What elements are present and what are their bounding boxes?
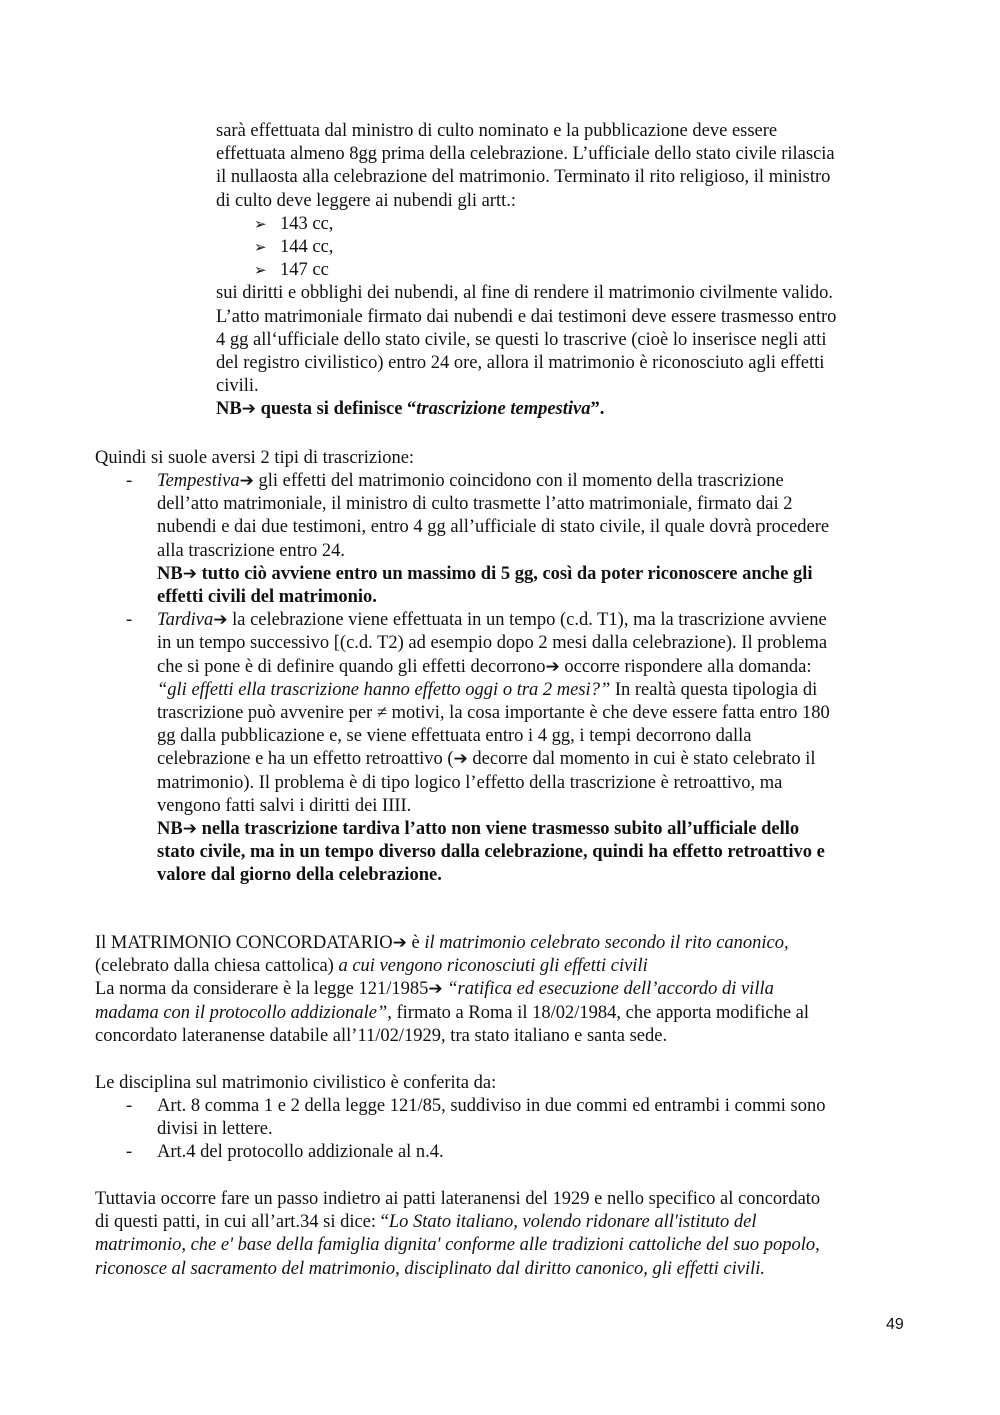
text-line: divisi in lettere. bbox=[157, 1119, 273, 1140]
text-line: civili. bbox=[216, 376, 259, 397]
intro-types bbox=[95, 447, 414, 470]
term-tardiva: Tardiva bbox=[157, 610, 214, 631]
term-tempestiva: Tempestiva bbox=[157, 471, 240, 491]
arrow-right-icon: ➔ bbox=[182, 819, 197, 840]
text-line: matrimonio). Il problema è di tipo logico l’effetto della trascrizione è retroattivo, ma bbox=[157, 772, 783, 793]
article-item: ➢ 147 cc bbox=[216, 259, 836, 282]
nb-note-line: effetti civili del matrimonio. bbox=[157, 587, 377, 608]
text-line: del registro civilistico) entro 24 ore, allora il matrimonio è riconosciuto agli effetti bbox=[216, 353, 825, 374]
types-list bbox=[126, 470, 830, 888]
arrow-right-icon: ➔ bbox=[182, 563, 197, 584]
text-line: il nullaosta alla celebrazione del matrimonio. Terminato il rito religioso, il ministro bbox=[216, 167, 831, 188]
article-item: ➢ 144 cc, bbox=[216, 236, 836, 259]
text-line: di culto deve leggere ai nubendi gli artt.: bbox=[216, 190, 517, 211]
text-line: gg dalla pubblicazione e, se viene effettuata entro i 4 gg, i tempi decorrono dalla bbox=[157, 726, 752, 747]
chevron-bullet-icon: ➢ bbox=[254, 214, 267, 233]
text-line: alla trascrizione entro 24. bbox=[157, 540, 345, 561]
arrow-right-icon: ➔ bbox=[545, 656, 560, 677]
quoted-question: “gli effetti ella trascrizione hanno effetto oggi o tra 2 mesi?” bbox=[157, 679, 611, 700]
dash-bullet-icon: - bbox=[126, 471, 133, 491]
dash-bullet-icon: - bbox=[126, 610, 133, 631]
nb-note-line: valore dal giorno della celebrazione. bbox=[157, 865, 442, 886]
patti-paragraph: Tuttavia occorre fare un passo indietro ai patti lateranensi del 1929 e nello specifico al concordato di questi patti, in cui all’art.34 si dice: “Lo Stato italiano, volendo ridonare all'istituto del matrimonio, che e' base della famiglia dignita' conforme alle tradizioni cattoliche del suo popolo, riconosce al sacramento del matrimonio, disciplinato dal diritto canonico, gli effetti civili. bbox=[95, 1188, 820, 1281]
text-line: effettuata almeno 8gg prima della celebrazione. L’ufficiale dello stato civile rilascia bbox=[216, 144, 835, 165]
dash-bullet-icon: - bbox=[126, 1096, 133, 1116]
nb-note: NB➔ nella trascrizione tardiva l’atto non viene trasmesso subito all’ufficiale dello bbox=[157, 819, 800, 840]
dash-bullet-icon: - bbox=[126, 1142, 133, 1163]
list-item bbox=[126, 1095, 826, 1141]
text-line: Art. 8 comma 1 e 2 della legge 121/85, suddiviso in due commi ed entrambi i commi sono bbox=[157, 1096, 826, 1116]
top-block bbox=[216, 120, 836, 422]
arrow-right-icon: ➔ bbox=[428, 979, 443, 1000]
list-item bbox=[126, 1141, 825, 1164]
disciplina-intro bbox=[95, 1072, 496, 1095]
text-line: Quindi si suole aversi 2 tipi di trascrizione: bbox=[95, 448, 415, 468]
nb-note: NB➔ tutto ciò avviene entro un massimo di 5 gg, così da poter riconoscere anche gli bbox=[157, 563, 813, 584]
list-item: - Tardiva➔ la celebrazione viene effettuata in un tempo (c.d. T1), ma la trascrizione avviene in un tempo successivo [(c.d. T2) ad esempio dopo 2 mesi dalla celebrazione). Il problema che si pone è di definire quando gli effetti decorrono➔ occorre rispondere alla domanda: “gli effetti ella trascrizione hanno effetto oggi o tra 2 mesi?” In realtà questa tipologia di trascrizione può avvenire per ≠ motivi, la cosa importante è che deve essere fatta entro 180 gg dalla pubblicazione e, se viene effettuata entro i 4 gg, i tempi decorrono dalla celebrazione e ha un effetto retroattivo (➔ decorre dal momento in cui è stato celebrato il matrimonio). Il problema è di tipo logico l’effetto della trascrizione è retroattivo, ma vengono fatti salvi i diritti dei IIII. NB➔ nella trascrizione tardiva l’atto non viene trasmesso subito all’ufficiale dello stato civile, ma in un tempo diverso dalla celebrazione, quindi ha effetto retroattivo e valore dal giorno della celebrazione. bbox=[157, 609, 830, 887]
page-number: 49 bbox=[886, 1316, 904, 1333]
text-line: riconosce al sacramento del matrimonio, disciplinato dal diritto canonico, gli effetti civili. bbox=[95, 1258, 766, 1279]
chevron-bullet-icon: ➢ bbox=[254, 238, 267, 257]
text-line: 4 gg all‘ufficiale dello stato civile, se questi lo trascrive (cioè lo inserisce negli atti bbox=[216, 329, 827, 350]
nb-note: NB➔ questa si definisce “trascrizione tempestiva”. bbox=[216, 399, 605, 420]
text-line: concordato lateranense databile all’11/02/1929, tra stato italiano e santa sede. bbox=[95, 1025, 668, 1046]
text-line: nubendi e dai due testimoni, entro 4 gg all’ufficiale di stato civile, il quale dovrà procedere bbox=[157, 517, 830, 538]
text-line: dell’atto matrimoniale, il ministro di culto trasmette l’atto matrimoniale, firmato dai 2 bbox=[157, 494, 793, 515]
arrow-right-icon: ➔ bbox=[239, 471, 254, 491]
text-line: in un tempo successivo [(c.d. T2) ad esempio dopo 2 mesi dalla celebrazione). Il problema bbox=[157, 633, 828, 654]
text-line: Le disciplina sul matrimonio civilistico è conferita da: bbox=[95, 1073, 497, 1093]
text-line: Tuttavia occorre fare un passo indietro ai patti lateranensi del 1929 e nello specifico al concordato bbox=[95, 1189, 821, 1209]
text-line: sui diritti e obblighi dei nubendi, al fine di rendere il matrimonio civilmente valido. bbox=[216, 283, 834, 304]
concordatario-paragraph: Il MATRIMONIO CONCORDATARIO➔ è il matrimonio celebrato secondo il rito canonico, (celebrato dalla chiesa cattolica) a cui vengono riconosciuti gli effetti civili La norma da considerare è la legge 121/1985➔ “ratifica ed esecuzione dell’accordo di villa madama con il protocollo addizionale”, firmato a Roma il 18/02/1984, che apporta modifiche al concordato lateranense databile all’11/02/1929, tra stato italiano e santa sede. bbox=[95, 932, 809, 1048]
text-line: vengono fatti salvi i diritti dei IIII. bbox=[157, 795, 412, 816]
disciplina-list bbox=[126, 1095, 826, 1165]
article-item: ➢ 143 cc, bbox=[216, 213, 836, 236]
text-line: L’atto matrimoniale firmato dai nubendi e dai testimoni deve essere trasmesso entro bbox=[216, 306, 837, 327]
chevron-bullet-icon: ➢ bbox=[254, 261, 267, 280]
text-line: matrimonio, che e' base della famiglia dignita' conforme alle tradizioni cattoliche del suo popolo, bbox=[95, 1235, 820, 1256]
arrow-right-icon: ➔ bbox=[241, 399, 256, 420]
text-line: Art.4 del protocollo addizionale al n.4. bbox=[157, 1142, 444, 1163]
text-line: sarà effettuata dal ministro di culto nominato e la pubblicazione deve essere bbox=[216, 121, 778, 141]
nb-note-line: stato civile, ma in un tempo diverso dalla celebrazione, quindi ha effetto retroattivo e bbox=[157, 842, 825, 863]
arrow-right-icon: ➔ bbox=[453, 749, 468, 770]
arrow-right-icon: ➔ bbox=[213, 610, 228, 631]
arrow-right-icon: ➔ bbox=[392, 933, 407, 953]
text-line: trascrizione può avvenire per ≠ motivi, la cosa importante è che deve essere fatta entro 180 bbox=[157, 703, 830, 724]
list-item: - Tempestiva➔ gli effetti del matrimonio coincidono con il momento della trascrizione dell’atto matrimoniale, il ministro di culto trasmette l’atto matrimoniale, firmato dai 2 nubendi e dai due testimoni, entro 4 gg all’ufficiale di stato civile, il quale dovrà procedere alla trascrizione entro 24. NB➔ tutto ciò avviene entro un massimo di 5 gg, così da poter riconoscere anche gli effetti civili del matrimonio. bbox=[157, 470, 830, 609]
